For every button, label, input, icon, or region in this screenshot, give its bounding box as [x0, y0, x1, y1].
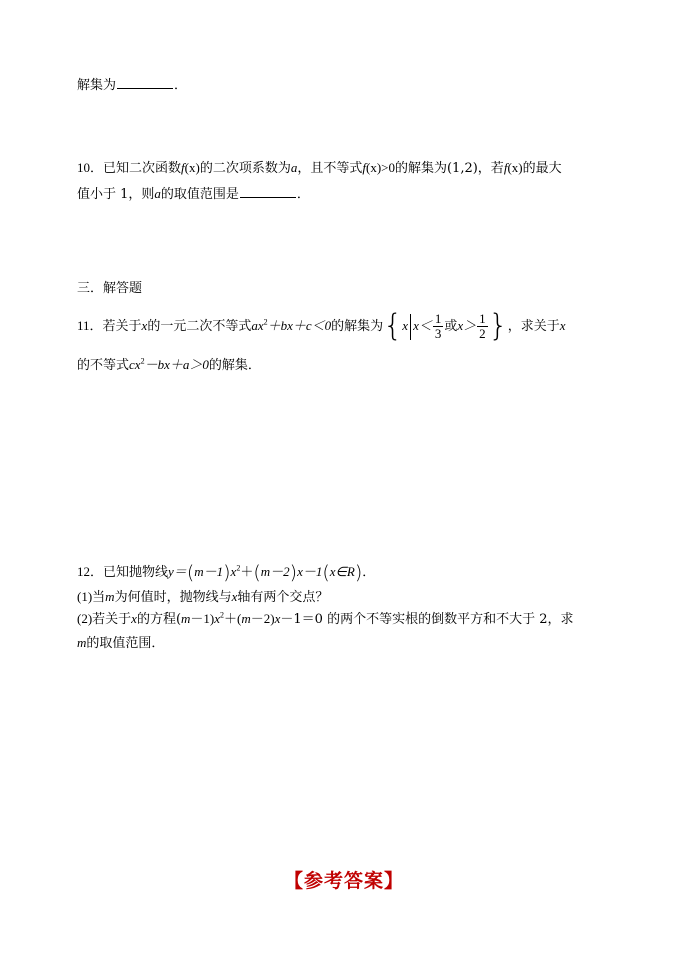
q12-line-1	[77, 561, 375, 584]
q11-text: 的一元二次不等式	[147, 319, 252, 334]
paren: (	[322, 561, 330, 584]
math-poly: cx	[129, 357, 141, 372]
q11-text: 的解集为	[331, 319, 384, 334]
q12-text: －1＝0 的两个不等实根的倒数平方和不大于 2，求	[280, 612, 574, 627]
q10-line-1	[77, 159, 562, 178]
fraction-numerator: 1	[479, 311, 486, 326]
q12-text: (2)若关于	[77, 611, 132, 626]
q9-tail-text: 解集为	[77, 78, 117, 93]
section-title: 三．解答题	[77, 281, 143, 296]
q11-line-2	[77, 356, 261, 375]
q12-text: 轴有两个交点？	[237, 590, 329, 605]
math-lt: x＜	[413, 318, 432, 333]
q12-end: ．	[362, 565, 376, 580]
math-exponent: 2	[140, 356, 145, 366]
fraction-one-third	[433, 312, 444, 341]
q12-text: 已知抛物线	[103, 565, 169, 580]
q10-number: 10．	[77, 160, 104, 175]
math-f: f	[503, 160, 508, 175]
math-term: m－1	[194, 564, 224, 579]
paren: )	[223, 561, 231, 584]
q11-text: ，求关于	[507, 319, 560, 334]
math-x: x	[231, 589, 238, 604]
fraction-denominator: 2	[479, 326, 486, 341]
q10-text: 已知二次函数	[103, 161, 182, 176]
paren: (	[186, 561, 195, 584]
math-arg: (x)	[184, 160, 200, 175]
q12-text: (1)当	[77, 589, 106, 604]
math-x: x	[141, 318, 148, 333]
math-term: m－2	[260, 564, 290, 579]
math-m: m	[181, 611, 191, 626]
q10-end: ．	[296, 187, 310, 202]
answer-heading: 【参考答案】	[283, 870, 404, 892]
math-plus: ＋	[240, 564, 254, 579]
paren: )	[354, 561, 363, 584]
q11-text: 的不等式	[77, 358, 130, 373]
math-exponent: 2	[220, 610, 225, 620]
math-inequality: (x)>0	[365, 160, 395, 175]
q9-tail-line	[77, 76, 187, 95]
math-or: 或	[444, 319, 458, 334]
q9-tail-end: ．	[174, 78, 188, 93]
answer-blank	[240, 185, 296, 198]
q11-text: 若关于	[102, 319, 142, 334]
math-a: a	[154, 186, 161, 201]
q10-text: 的最大	[522, 161, 562, 176]
fraction-one-half	[477, 312, 488, 341]
math-x: x	[230, 564, 237, 579]
math-x: x	[559, 318, 566, 333]
math-y: y＝	[168, 564, 187, 579]
paren: )	[289, 561, 298, 584]
paren: (	[253, 561, 261, 584]
q12-text: －1)	[190, 611, 215, 626]
q12-text: 为何值时，抛物线与	[114, 590, 232, 605]
math-a: a	[290, 160, 298, 175]
q10-text: ，且不等式	[297, 161, 363, 176]
q11-number: 11．	[77, 318, 103, 333]
math-x: x	[274, 611, 281, 626]
q12-number: 12．	[77, 564, 104, 579]
math-exponent: 2	[263, 317, 268, 327]
q10-text: 的二次项系数为	[199, 161, 291, 176]
math-term: x－1	[297, 564, 323, 579]
math-f: f	[362, 160, 366, 175]
fraction-denominator: 3	[434, 326, 442, 341]
q12-part-2-cont	[77, 634, 164, 653]
math-exponent: 2	[236, 563, 241, 573]
q12-part-2	[77, 610, 573, 629]
q10-text: 的解集为(1,2)，若	[394, 161, 504, 176]
left-brace: {	[383, 308, 403, 344]
q11-text: 的解集．	[208, 358, 261, 373]
math-m: m	[105, 589, 115, 604]
math-m: m	[77, 635, 87, 650]
q10-text: 的取值范围是	[160, 187, 239, 202]
math-x: x	[131, 611, 137, 626]
math-f: f	[181, 160, 185, 175]
answer-blank	[117, 76, 173, 89]
q10-text: 值小于 1，则	[77, 187, 155, 202]
math-poly: ＋bx＋c＜0	[267, 318, 332, 333]
math-poly: －bx＋a＞0	[144, 357, 209, 372]
math-x: x	[214, 611, 221, 626]
section-heading	[77, 280, 142, 298]
math-poly: ax	[251, 318, 264, 333]
q10-line-2	[77, 185, 310, 204]
fraction-numerator: 1	[434, 311, 442, 326]
math-m: m	[241, 611, 251, 626]
math-x: x	[402, 318, 409, 333]
q12-text: ＋(	[224, 611, 242, 626]
right-brace: }	[488, 308, 508, 344]
math-domain: x∈R	[329, 564, 355, 579]
q12-text: 的方程(	[136, 612, 182, 627]
math-arg: (x)	[507, 160, 523, 175]
q12-text: 的取值范围．	[86, 636, 165, 651]
set-bar	[410, 314, 411, 340]
math-gt: x＞	[457, 318, 477, 333]
q12-text: －2)	[250, 611, 275, 626]
q11-line-1	[77, 309, 566, 344]
q12-part-1	[77, 588, 328, 607]
